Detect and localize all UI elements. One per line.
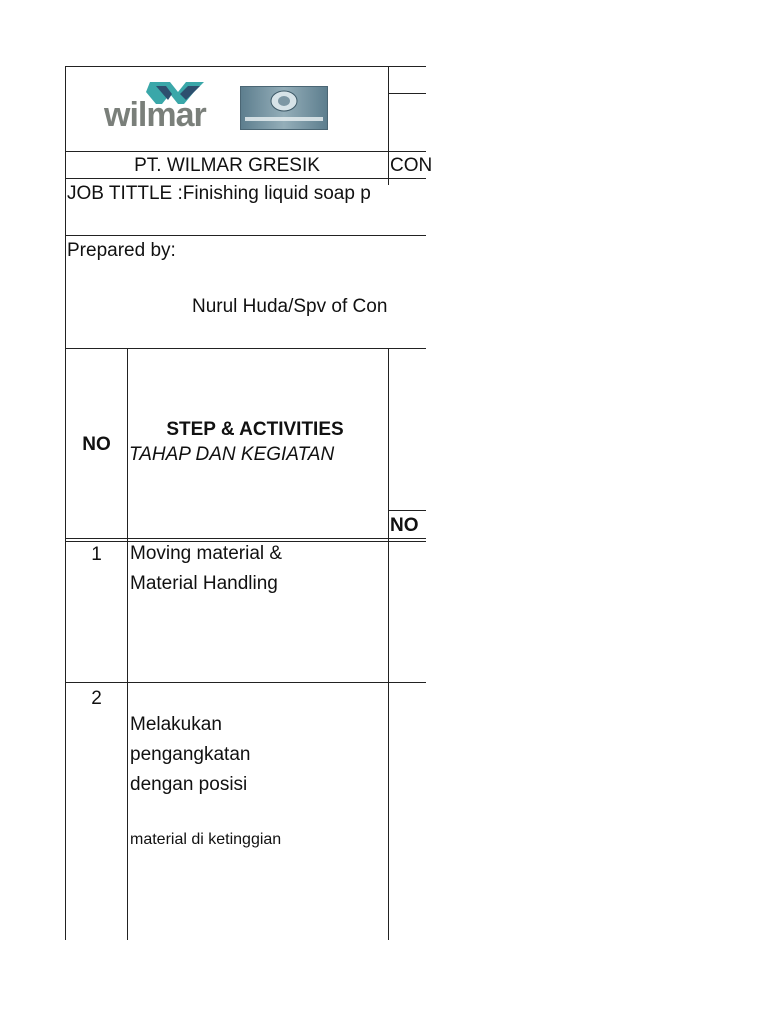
wilmar-logo-text: wilmar [104,96,206,134]
table-head-line-1 [65,538,426,539]
column-header-step: STEP & ACTIVITIES [166,419,344,440]
logo-bottom-line [65,151,426,152]
company-name: PT. WILMAR GRESIK [134,155,320,176]
row-2-step-line-1: Melakukan [130,714,222,735]
subheader-line [388,510,426,511]
column-header-no-secondary: NO [390,515,419,536]
row-1-step-line-1: Moving material & [130,543,283,564]
row-2-number: 2 [91,688,102,709]
table-head-line-2 [65,541,426,542]
top-border [65,66,426,67]
document-type-label: CON [390,155,433,176]
wilmar-logo [100,78,230,134]
row-2-note: material di ketinggian [130,831,282,848]
prepared-bottom-line [65,348,426,349]
job-bottom-line [65,235,426,236]
row-2-step-line-3: dengan posisi [130,774,248,795]
partner-logo [240,86,328,130]
partner-emblem-icon [241,87,327,129]
header-divider [388,66,389,185]
left-border [65,66,66,940]
prepared-by-label: Prepared by: [67,240,176,261]
header-right-line [388,93,426,94]
col-step-divider [388,349,389,940]
row-2-step-line-2: pengangkatan [130,744,251,765]
company-bottom-line [65,178,426,179]
prepared-by-name: Nurul Huda/Spv of Con [192,296,388,317]
row-1-number: 1 [91,544,102,565]
column-header-step-subtitle: TAHAP DAN KEGIATAN [129,444,335,465]
row1-bottom-line [65,682,426,683]
column-header-no: NO [82,434,111,455]
job-title: JOB TITTLE :Finishing liquid soap p [67,183,371,204]
row-1-step-line-2: Material Handling [130,573,278,594]
